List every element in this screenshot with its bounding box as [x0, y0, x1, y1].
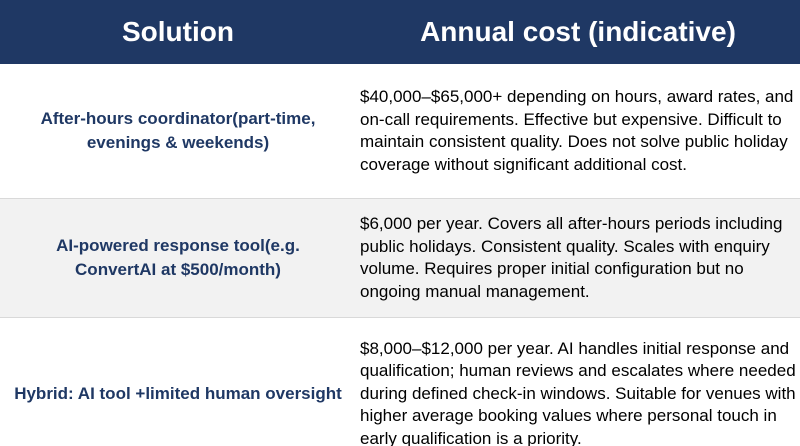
header-row — [0, 0, 800, 64]
solution-cell: After-hours coordinator(part-time, evenings & weekends) — [0, 64, 356, 199]
table-row — [0, 64, 800, 199]
cost-cell: $40,000–$65,000+ depending on hours, award rates, and on-call requirements. Effective but expensive. Difficult to maintain consistent quality. Does not solve public holiday coverage without significant additional cost. — [356, 64, 800, 199]
header-annual-cost: Annual cost (indicative) — [356, 0, 800, 64]
table-body — [0, 64, 800, 446]
table-row — [0, 199, 800, 318]
table-header — [0, 0, 800, 64]
cost-cell: $8,000–$12,000 per year. AI handles initial response and qualification; human reviews and escalates where needed during defined check-in windows. Suitable for venues with higher average booking values where personal touch in early qualification is a priority. — [360, 338, 796, 446]
solution-cell: AI-powered response tool(e.g. ConvertAI at $500/month) — [0, 199, 356, 318]
cost-cell: $6,000 per year. Covers all after-hours periods including public holidays. Consistent quality. Scales with enquiry volume. Requires proper initial configuration but no ongoing manual management. — [356, 199, 800, 318]
header-solution: Solution — [0, 0, 356, 64]
solution-cell: Hybrid: AI tool +limited human oversight — [14, 384, 342, 403]
table-row — [0, 318, 800, 446]
